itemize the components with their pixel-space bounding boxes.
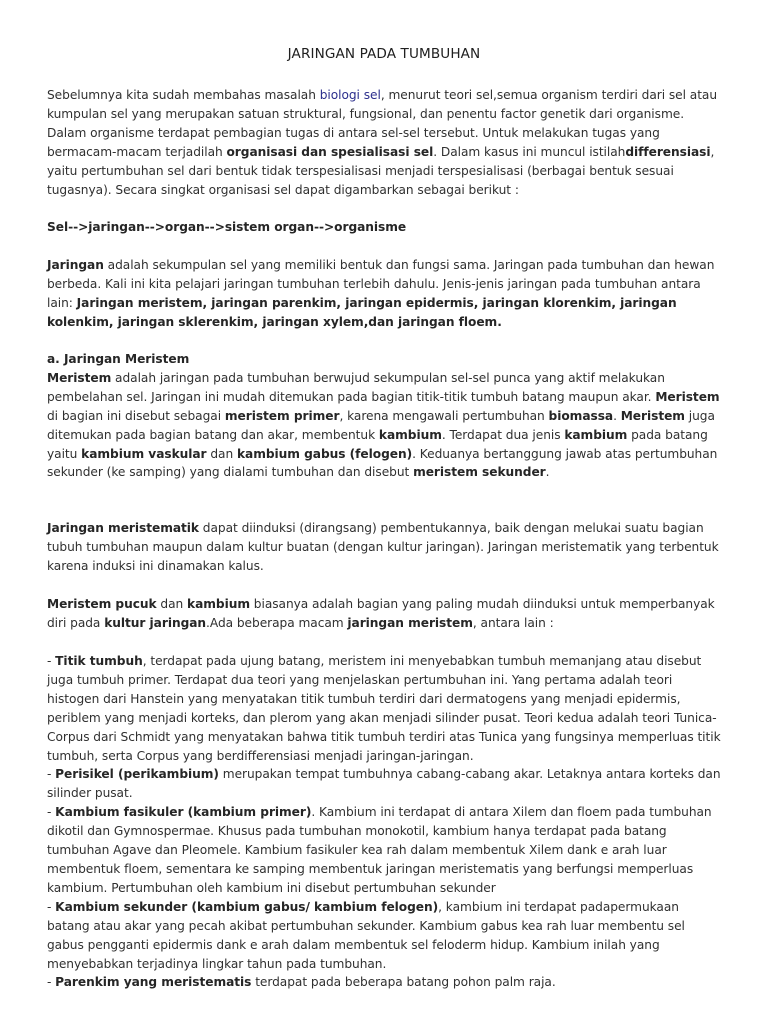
intro-text-4: , yaitu pertumbuhan sel dari bentuk tidak terspesialisasi menjadi terspesialisasi (berbagai bentuk sesuai tugasnya). Secara singkat organisasi sel dapat digambarkan sebagai berikut : (47, 144, 715, 197)
meristem-text-8: dan (206, 446, 237, 461)
pucuk-bold-kambium: kambium (187, 597, 250, 611)
biologi-sel-link[interactable]: biologi sel (319, 88, 381, 102)
pucuk-bold-kultur: kultur jaringan (104, 615, 207, 630)
meristem-text-3: , karena mengawali pertumbuhan (339, 408, 549, 423)
meristematik-text: dapat diinduksi (dirangsang) pembentukannya, baik dengan melukai suatu bagian tubuh tumbuhan maupun dalam kultur buatan (dengan kultur jaringan). Jaringan meristematik yang terbentuk karena induksi ini dinamakan kalus. (47, 521, 719, 573)
kambium-fasikuler-bold: Kambium fasikuler (kambium primer) (55, 805, 312, 820)
titik-tumbuh-bold: Titik tumbuh (55, 654, 143, 668)
meristem-bold-kambium: kambium (378, 427, 442, 442)
dash-3: - (47, 805, 56, 820)
perisikel-bold: Perisikel (perikambium) (55, 767, 219, 782)
meristem-bold-gabus: kambium gabus (felogen) (236, 446, 413, 461)
meristem-bold-primer: meristem primer (224, 408, 340, 423)
page-title: JARINGAN PADA TUMBUHAN (287, 46, 481, 62)
meristem-bold-3: Meristem (620, 408, 685, 423)
meristematik-paragraph (47, 519, 721, 576)
meristem-text-1: adalah jaringan pada tumbuhan berwujud sekumpulan sel-sel punca yang aktif melakukan pembelahan sel. Jaringan ini mudah ditemukan pada bagian titik-titik tumbuh batang maupun akar. (47, 370, 665, 404)
intro-text-2: , menurut teori sel,semua organism terdiri dari sel atau kumpulan sel yang merupakan satuan struktural, fungsional, dan penentu factor genetik dari organisme. Dalam organisme terdapat pembagian tugas di antara sel-sel tersebut. Untuk melakukan tugas yang bermacam-macam terjadilah (47, 88, 718, 159)
perisikel-text: merupakan tempat tumbuhnya cabang-cabang akar. Letaknya antara korteks dan silinder pusat. (47, 767, 721, 801)
jaringan-paragraph (47, 256, 721, 332)
meristem-types-list (47, 652, 721, 992)
pucuk-bold: Meristem pucuk (47, 597, 157, 611)
dash-2: - (47, 767, 56, 782)
intro-text-1: Sebelumnya kita sudah membahas masalah (47, 88, 320, 102)
titik-tumbuh-text: , terdapat pada ujung batang, meristem ini menyebabkan tumbuh memanjang atau disebut juga tumbuh primer. Terdapat dua teori yang menjelaskan pertumbuhan ini. Yang pertama adalah teori histogen dari Hanstein yang menyatakan titik tumbuh terdiri dari dermatogens yang menjadi epidermis, periblem yang menjadi korteks, dan plerom yang akan menjadi silinder pusat. Teori kedua adalah teori Tunica-Corpus dari Schmidt yang menyatakan bahwa titik tumbuh terdiri atas Tunica yang fungsinya memperluas titik tumbuh, serta Corpus yang berdifferensiasi menjadi jaringan-jaringan. (47, 654, 721, 763)
chain-text: Sel-->jaringan-->organ-->sistem organ-->organisme (47, 220, 407, 234)
kambium-sekunder-text: , kambium ini terdapat padapermukaan batang atau akar yang pecah akibat pertumbuhan sekunder. Kambium gabus kea rah luar membentu sel gabus pengganti epidermis dank e arah dalam membentuk sel feloderm hidup. Kambium inilah yang menyebabkan terjadinya lingkar tahun pada tumbuhan. (47, 899, 685, 971)
kambium-fasikuler-text: . Kambium ini terdapat di antara Xilem dan floem pada tumbuhan dikotil dan Gymnospermae. Khusus pada tumbuhan monokotil, kambium hanya terdapat pada batang tumbuhan Agave dan Pleomele. Kambium fasikuler kea rah dalam membentuk Xilem dank e arah luar membentuk floem, sementara ke samping membentuk jaringan meristematis yang berfungsi memperluas kambium. Pertumbuhan oleh kambium ini disebut pertumbuhan sekunder (47, 805, 712, 895)
section-heading-meristem: a. Jaringan Meristem (47, 352, 190, 366)
meristem-bold-1: Meristem (47, 370, 112, 385)
pucuk-text-4: , antara lain : (472, 615, 554, 630)
intro-text-3: . Dalam kasus ini muncul istilah (433, 144, 626, 159)
pucuk-bold-meristem: jaringan meristem (347, 615, 473, 630)
parenkim-bold: Parenkim yang meristematis (55, 975, 252, 990)
meristem-text-5: juga ditemukan pada bagian batang dan akar, membentuk (47, 408, 715, 442)
meristem-text-6: . Terdapat dua jenis (441, 427, 565, 442)
kambium-sekunder-bold: Kambium sekunder (kambium gabus/ kambium felogen) (55, 899, 439, 914)
pucuk-paragraph (47, 595, 721, 633)
pucuk-text-3: .Ada beberapa macam (206, 615, 348, 630)
meristem-bold-kambium-2: kambium (564, 427, 628, 442)
dash-4: - (47, 899, 56, 914)
parenkim-text: terdapat pada beberapa batang pohon palm raja. (251, 975, 556, 990)
dash-5: - (47, 975, 56, 990)
jaringan-types-bold: Jaringan meristem, jaringan parenkim, jaringan epidermis, jaringan klorenkim, jaringan kolenkim, jaringan sklerenkim, jaringan xylem,dan jaringan floem. (47, 295, 677, 329)
meristem-text-9: . Keduanya bertanggung jawab atas pertumbuhan sekunder (ke samping) yang dialami tumbuhan dan disebut (47, 446, 718, 480)
pucuk-text-2: biasanya adalah bagian yang paling mudah diinduksi untuk memperbanyak diri pada (47, 597, 715, 630)
meristem-bold-biomassa: biomassa (548, 408, 614, 423)
intro-bold-organisasi: organisasi dan spesialisasi sel (226, 144, 434, 159)
intro-bold-differensiasi: differensiasi (625, 144, 711, 159)
dash-1: - (47, 654, 56, 668)
meristem-text-7: pada batang yaitu (47, 427, 708, 461)
meristem-bold-sekunder: meristem sekunder (413, 465, 546, 480)
meristem-text-4: . (613, 408, 621, 423)
meristem-bold-2: Meristem (655, 389, 720, 404)
jaringan-text: adalah sekumpulan sel yang memiliki bentuk dan fungsi sama. Jaringan pada tumbuhan dan hewan berbeda. Kali ini kita pelajari jaringan tumbuhan terlebih dahulu. Jenis-jenis jaringan pada tumbuhan antara lain: (47, 258, 715, 310)
intro-paragraph (47, 86, 721, 199)
meristem-section (47, 350, 721, 482)
organization-chain (47, 218, 721, 237)
meristem-bold-vaskular: kambium vaskular (81, 446, 207, 461)
meristematik-bold: Jaringan meristematik (47, 521, 199, 535)
pucuk-text-1: dan (156, 597, 188, 611)
meristem-text-2: di bagian ini disebut sebagai (47, 408, 225, 423)
jaringan-bold: Jaringan (47, 258, 104, 272)
meristem-text-10: . (545, 465, 550, 480)
